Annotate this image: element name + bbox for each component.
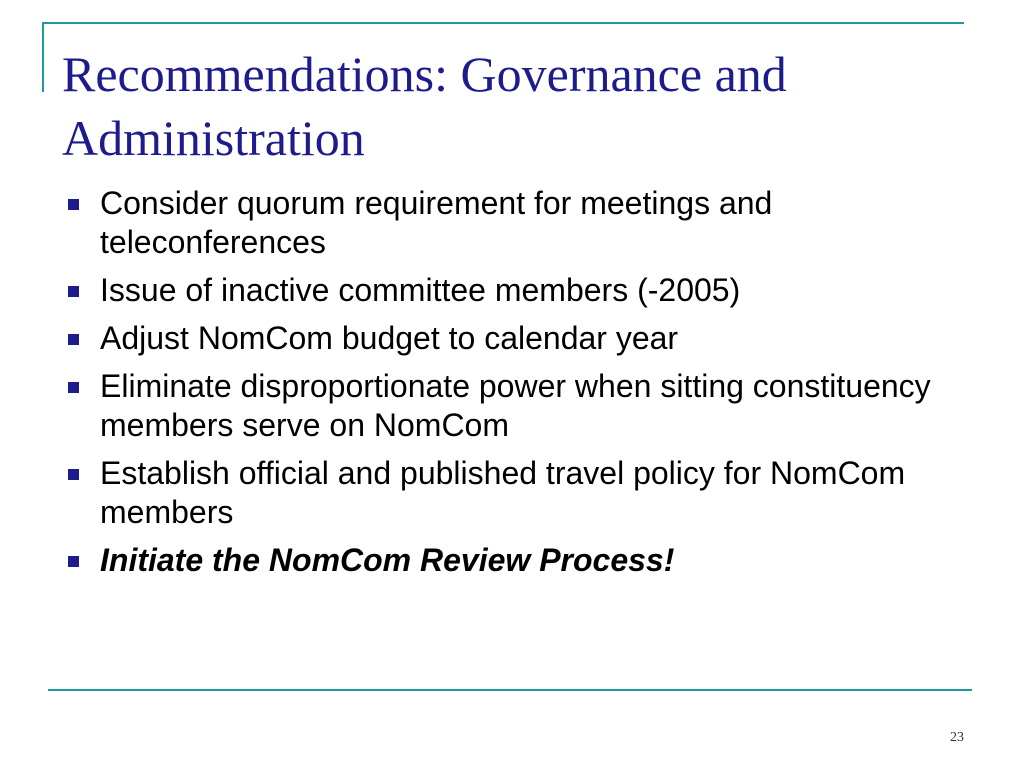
- bullet-text: Eliminate disproportionate power when sitting constituency members serve on NomCom: [100, 368, 931, 443]
- bullet-text: Establish official and published travel policy for NomCom members: [100, 455, 906, 530]
- bullet-item: [62, 184, 982, 262]
- square-bullet-icon: [68, 469, 79, 480]
- bullet-item: [62, 367, 982, 445]
- top-divider: [42, 22, 964, 24]
- square-bullet-icon: [68, 334, 79, 345]
- square-bullet-icon: [68, 382, 79, 393]
- slide-title: Recommendations: Governance and Administration: [62, 46, 787, 166]
- bullet-item: [62, 319, 982, 358]
- bullet-item: [62, 271, 982, 310]
- bullet-item-emphasis: [62, 541, 982, 580]
- bullet-list: [62, 184, 982, 589]
- bullet-text: Adjust NomCom budget to calendar year: [100, 320, 679, 356]
- bullet-text: Consider quorum requirement for meetings and teleconferences: [100, 185, 773, 260]
- square-bullet-icon: [68, 556, 79, 567]
- bottom-divider: [48, 689, 972, 691]
- square-bullet-icon: [68, 286, 79, 297]
- bullet-text: Issue of inactive committee members (-2005): [100, 272, 741, 308]
- page-number: 23: [950, 730, 964, 745]
- left-accent-divider: [42, 22, 44, 92]
- square-bullet-icon: [68, 199, 79, 210]
- bullet-item: [62, 454, 982, 532]
- bullet-text-emphasis: Initiate the NomCom Review Process!: [100, 542, 675, 578]
